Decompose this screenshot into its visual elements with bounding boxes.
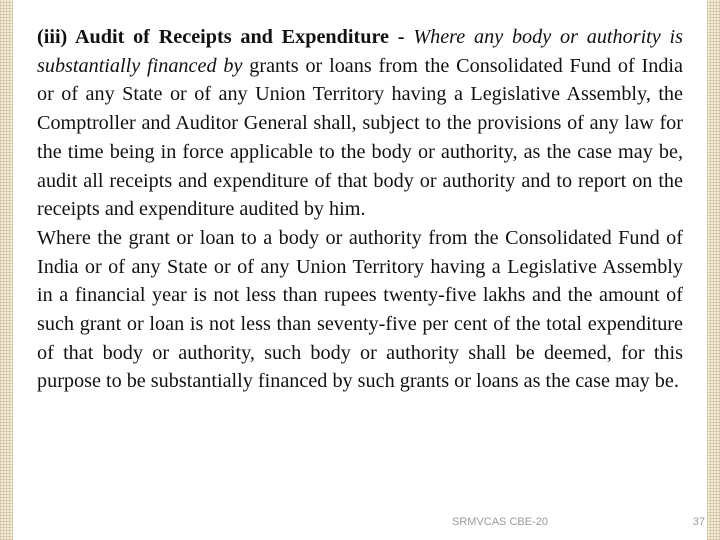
intro-italic-text: Where any body or authority is substantially financed by: [37, 26, 683, 77]
footer-label: SRMVCAS CBE-20: [452, 516, 548, 528]
paragraph-2: Where the grant or loan to a body or authority from the Consolidated Fund of India or of any State or of any Union Territory having a Legislative Assembly in a financial year is not less than rupees twenty-five lakhs and the amount of such grant or loan is not less than seventy-five per cent of the total expenditure of that body or authority, such body or authority shall be deemed, for this purpose to be substantially financed by such grants or loans as the case may be.: [37, 226, 683, 393]
left-border-pattern: [0, 0, 13, 540]
page-number: 37: [692, 516, 705, 528]
section-heading: (iii) Audit of Receipts and Expenditure -: [37, 26, 405, 48]
paragraph-1-text: grants or loans from the Consolidated Fund of India or of any State or of any Union Territory having a Legislative Assembly, the Comptroller and Auditor General shall, subject to the provisions of any law for the time being in force applicable to the body or authority, as the case may be, audit all receipts and expenditure of that body or authority and to report on the receipts and expenditure audited by him.: [37, 54, 683, 221]
paragraph-1: [37, 23, 683, 224]
right-border-pattern: [707, 0, 720, 540]
slide-body: [37, 23, 683, 396]
